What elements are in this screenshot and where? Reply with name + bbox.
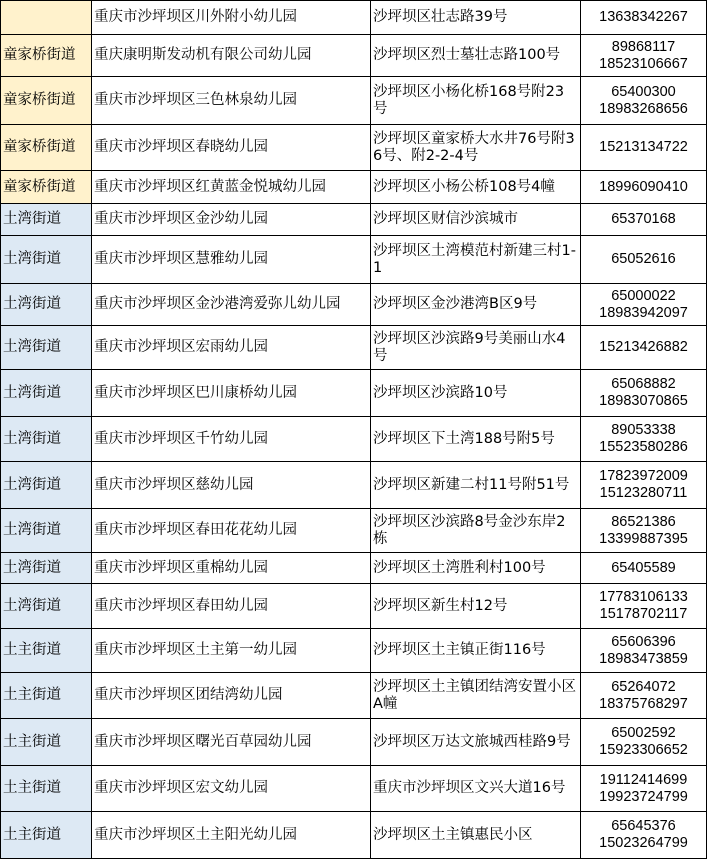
kindergarten-name-cell[interactable]: 重庆市沙坪坝区团结湾幼儿园 xyxy=(92,673,371,719)
phone-cell[interactable] xyxy=(581,77,707,125)
address-cell[interactable]: 沙坪坝区烈士墓壮志路100号 xyxy=(371,35,581,77)
phone-number: 65400300 xyxy=(611,83,676,100)
kindergarten-name-cell[interactable]: 重庆市沙坪坝区春田花花幼儿园 xyxy=(92,509,371,553)
kindergarten-name-cell[interactable]: 重庆市沙坪坝区春田幼儿园 xyxy=(92,584,371,629)
table-row xyxy=(1,35,707,77)
phone-number: 65068882 xyxy=(611,376,676,392)
street-cell[interactable]: 土湾街道 xyxy=(1,509,92,553)
phone-number: 65405589 xyxy=(611,559,676,576)
address-cell[interactable]: 沙坪坝区小杨公桥108号4幢 xyxy=(371,171,581,204)
phone-cell[interactable] xyxy=(581,812,707,859)
table-row xyxy=(1,284,707,326)
phone-number: 65000022 xyxy=(611,287,676,304)
kindergarten-name-cell[interactable]: 重庆市沙坪坝区三色林泉幼儿园 xyxy=(92,77,371,125)
phone-number: 13638342267 xyxy=(599,9,688,25)
kindergarten-name-cell[interactable]: 重庆市沙坪坝区土主阳光幼儿园 xyxy=(92,812,371,859)
phone-cell[interactable] xyxy=(581,204,707,236)
address-cell[interactable]: 沙坪坝区沙滨路9号美丽山水4号 xyxy=(371,326,581,370)
address-cell[interactable]: 沙坪坝区土湾胜利村100号 xyxy=(371,553,581,584)
phone-number: 18983473859 xyxy=(599,650,688,667)
phone-cell[interactable] xyxy=(581,326,707,370)
street-cell[interactable]: 童家桥街道 xyxy=(1,35,92,77)
street-cell[interactable]: 土湾街道 xyxy=(1,553,92,584)
street-cell[interactable]: 童家桥街道 xyxy=(1,125,92,171)
table-row xyxy=(1,326,707,370)
address-cell[interactable]: 沙坪坝区金沙港湾B区9号 xyxy=(371,284,581,326)
kindergarten-name-cell[interactable]: 重庆市沙坪坝区千竹幼儿园 xyxy=(92,417,371,462)
table-row xyxy=(1,719,707,766)
kindergarten-name-cell[interactable]: 重庆市沙坪坝区重棉幼儿园 xyxy=(92,553,371,584)
street-cell[interactable]: 土主街道 xyxy=(1,673,92,719)
address-cell[interactable]: 沙坪坝区沙滨路8号金沙东岸2栋 xyxy=(371,509,581,553)
kindergarten-name-cell[interactable]: 重庆市沙坪坝区宏文幼儿园 xyxy=(92,766,371,812)
street-cell[interactable]: 土湾街道 xyxy=(1,370,92,417)
phone-cell[interactable] xyxy=(581,584,707,629)
phone-cell[interactable] xyxy=(581,673,707,719)
phone-number: 15213426882 xyxy=(599,339,688,355)
phone-number: 19112414699 xyxy=(599,771,688,788)
phone-cell[interactable] xyxy=(581,35,707,77)
address-cell[interactable]: 沙坪坝区财信沙滨城市 xyxy=(371,204,581,236)
table-row xyxy=(1,673,707,719)
street-cell[interactable]: 土湾街道 xyxy=(1,236,92,284)
table-row xyxy=(1,1,707,35)
table-row xyxy=(1,584,707,629)
phone-cell[interactable] xyxy=(581,171,707,204)
phone-cell[interactable] xyxy=(581,629,707,673)
phone-number: 17823972009 xyxy=(599,468,688,484)
street-cell[interactable]: 土湾街道 xyxy=(1,284,92,326)
kindergarten-name-cell[interactable]: 重庆市沙坪坝区川外附小幼儿园 xyxy=(92,1,371,35)
table-row xyxy=(1,77,707,125)
kindergarten-name-cell[interactable]: 重庆市沙坪坝区巴川康桥幼儿园 xyxy=(92,370,371,417)
phone-cell[interactable] xyxy=(581,125,707,171)
kindergarten-name-cell[interactable]: 重庆市沙坪坝区金沙幼儿园 xyxy=(92,204,371,236)
table-row xyxy=(1,204,707,236)
address-cell[interactable]: 沙坪坝区土主镇团结湾安置小区A幢 xyxy=(371,673,581,719)
address-cell[interactable]: 沙坪坝区壮志路39号 xyxy=(371,1,581,35)
phone-number: 19923724799 xyxy=(599,788,688,805)
address-cell[interactable]: 沙坪坝区新建二村11号附51号 xyxy=(371,462,581,509)
phone-number: 15023264799 xyxy=(599,835,688,851)
address-cell[interactable]: 沙坪坝区土主镇惠民小区 xyxy=(371,812,581,859)
kindergarten-name-cell[interactable]: 重庆市沙坪坝区慧雅幼儿园 xyxy=(92,236,371,284)
phone-number: 65052616 xyxy=(611,251,676,267)
street-cell[interactable]: 土主街道 xyxy=(1,766,92,812)
address-cell[interactable]: 沙坪坝区土主镇正街116号 xyxy=(371,629,581,673)
phone-number: 15923306652 xyxy=(599,742,688,758)
address-cell[interactable]: 沙坪坝区新生村12号 xyxy=(371,584,581,629)
street-cell[interactable]: 童家桥街道 xyxy=(1,77,92,125)
kindergarten-name-cell[interactable]: 重庆市沙坪坝区曙光百草园幼儿园 xyxy=(92,719,371,766)
table-row xyxy=(1,171,707,204)
phone-number: 15178702117 xyxy=(599,606,688,622)
phone-cell[interactable] xyxy=(581,236,707,284)
table-row xyxy=(1,509,707,553)
phone-cell[interactable] xyxy=(581,553,707,584)
address-cell[interactable]: 重庆市沙坪坝区文兴大道16号 xyxy=(371,766,581,812)
phone-number: 65606396 xyxy=(611,633,676,650)
street-cell[interactable]: 土湾街道 xyxy=(1,462,92,509)
street-cell[interactable]: 土湾街道 xyxy=(1,417,92,462)
street-cell[interactable]: 土主街道 xyxy=(1,812,92,859)
street-cell[interactable]: 童家桥街道 xyxy=(1,171,92,204)
phone-cell[interactable] xyxy=(581,719,707,766)
street-cell[interactable]: 土主街道 xyxy=(1,629,92,673)
address-cell[interactable]: 沙坪坝区沙滨路10号 xyxy=(371,370,581,417)
kindergarten-name-cell[interactable]: 重庆市沙坪坝区金沙港湾爱弥儿幼儿园 xyxy=(92,284,371,326)
street-cell[interactable]: 土湾街道 xyxy=(1,584,92,629)
table-row xyxy=(1,462,707,509)
phone-number: 15213134722 xyxy=(599,139,688,155)
phone-cell[interactable] xyxy=(581,284,707,326)
phone-cell[interactable] xyxy=(581,417,707,462)
street-cell[interactable] xyxy=(1,1,92,35)
phone-number: 86521386 xyxy=(611,513,676,530)
phone-number: 89868117 xyxy=(611,38,676,55)
address-cell[interactable]: 沙坪坝区万达文旅城西桂路9号 xyxy=(371,719,581,766)
phone-number: 18983070865 xyxy=(599,393,688,409)
street-cell[interactable]: 土湾街道 xyxy=(1,326,92,370)
address-cell[interactable]: 沙坪坝区下土湾188号附5号 xyxy=(371,417,581,462)
table-row xyxy=(1,236,707,284)
street-cell[interactable]: 土主街道 xyxy=(1,719,92,766)
phone-number: 18996090410 xyxy=(599,178,688,195)
table-row xyxy=(1,766,707,812)
phone-number: 65002592 xyxy=(611,725,676,741)
phone-number: 18523106667 xyxy=(599,55,688,72)
table-row xyxy=(1,417,707,462)
address-cell[interactable]: 沙坪坝区小杨化桥168号附23号 xyxy=(371,77,581,125)
phone-number: 18983942097 xyxy=(599,304,688,321)
kindergarten-name-cell[interactable]: 重庆康明斯发动机有限公司幼儿园 xyxy=(92,35,371,77)
phone-cell[interactable] xyxy=(581,370,707,417)
phone-number: 89053338 xyxy=(611,422,676,438)
phone-cell[interactable] xyxy=(581,1,707,35)
table-body xyxy=(1,1,707,859)
kindergarten-name-cell[interactable]: 重庆市沙坪坝区春晓幼儿园 xyxy=(92,125,371,171)
kindergarten-name-cell[interactable]: 重庆市沙坪坝区慈幼儿园 xyxy=(92,462,371,509)
phone-number: 65370168 xyxy=(611,211,676,227)
street-cell[interactable]: 土湾街道 xyxy=(1,204,92,236)
phone-number: 65264072 xyxy=(611,678,676,695)
address-cell[interactable]: 沙坪坝区土湾模范村新建三村1-1 xyxy=(371,236,581,284)
table-row xyxy=(1,812,707,859)
phone-cell[interactable] xyxy=(581,766,707,812)
table-row xyxy=(1,125,707,171)
kindergarten-name-cell[interactable]: 重庆市沙坪坝区土主第一幼儿园 xyxy=(92,629,371,673)
phone-cell[interactable] xyxy=(581,462,707,509)
address-cell[interactable]: 沙坪坝区童家桥大水井76号附36号、附2-2-4号 xyxy=(371,125,581,171)
kindergarten-name-cell[interactable]: 重庆市沙坪坝区宏雨幼儿园 xyxy=(92,326,371,370)
table-row xyxy=(1,553,707,584)
phone-number: 15123280711 xyxy=(599,485,688,501)
kindergarten-name-cell[interactable]: 重庆市沙坪坝区红黄蓝金悦城幼儿园 xyxy=(92,171,371,204)
phone-number: 65645376 xyxy=(611,818,676,834)
phone-number: 18375768297 xyxy=(599,695,688,712)
phone-cell[interactable] xyxy=(581,509,707,553)
phone-number: 13399887395 xyxy=(599,530,688,547)
phone-number: 15523580286 xyxy=(599,439,688,455)
table-row xyxy=(1,370,707,417)
table-row xyxy=(1,629,707,673)
phone-number: 17783106133 xyxy=(599,589,688,605)
phone-number: 18983268656 xyxy=(599,100,688,117)
